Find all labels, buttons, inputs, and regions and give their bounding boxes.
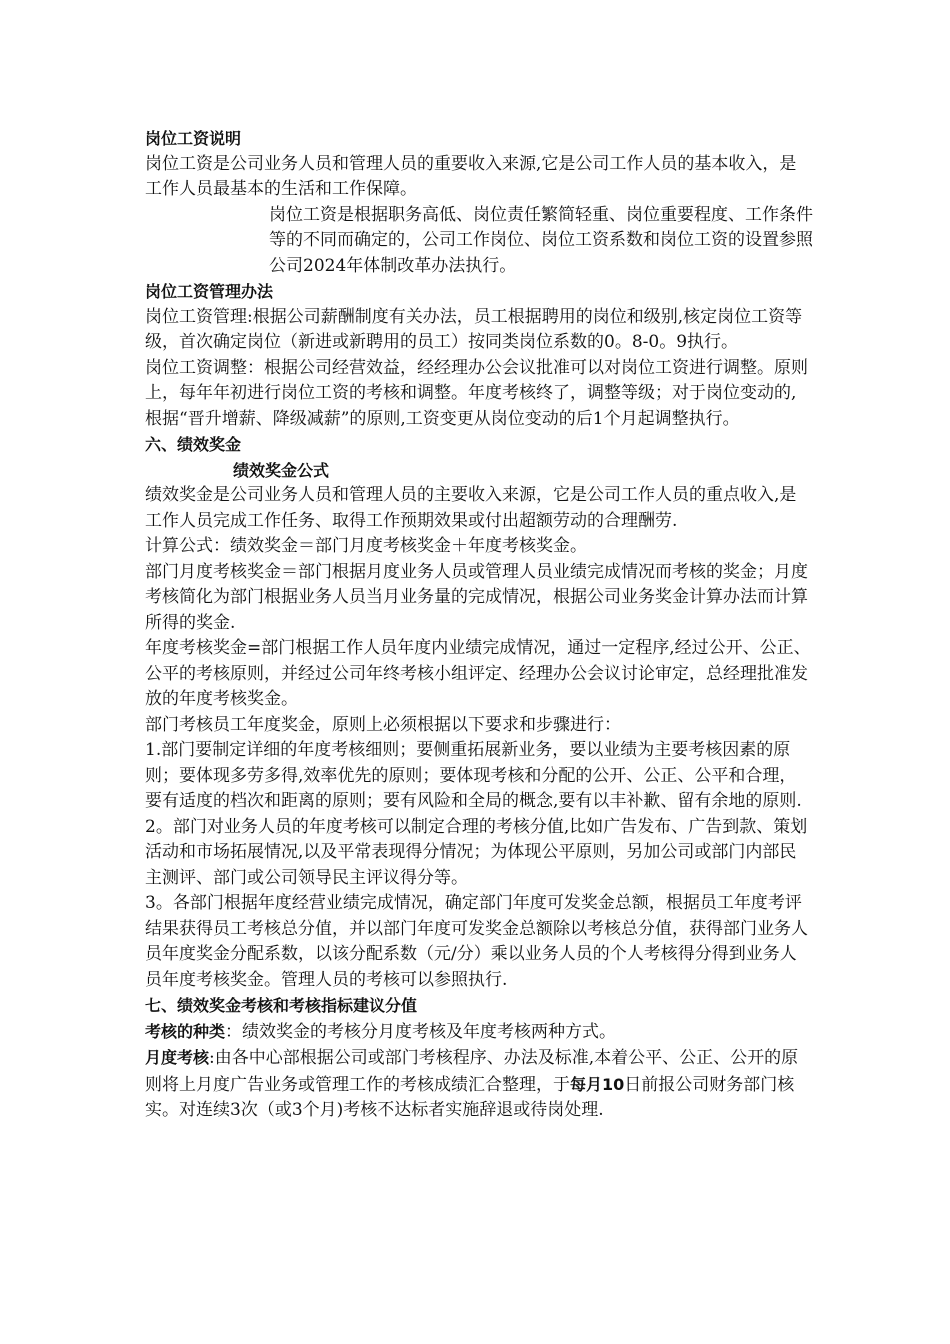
- inline-bold: 每月10: [570, 1074, 625, 1094]
- inline-label: 考核的种类: [145, 1021, 226, 1041]
- inline-label: 月度考核: [145, 1048, 210, 1067]
- document-body: [145, 126, 813, 1124]
- list-item: 2。部门对业务人员的年度考核可以制定合理的考核分值,比如广告发布、广告到款、策划活动和市场拓展情况,以及平常表现得分情况；为体现公平原则，另加公司或部门内部民主测评、部门或公司领导民主评议得分等。: [145, 816, 808, 888]
- inline-text: 日前报公司财务部门核实。对连续3次（或3个月)考核不达标者实施辞退或待岗处理.: [145, 1074, 795, 1120]
- paragraph: 部门考核员工年度奖金，原则上必须根据以下要求和步骤进行：: [145, 714, 621, 735]
- paragraph: [145, 1019, 813, 1046]
- paragraph: 绩效奖金是公司业务人员和管理人员的主要收入来源，它是公司工作人员的重点收入,是工作人员完成工作任务、取得工作预期效果或付出超额劳动的合理酬劳.: [145, 485, 797, 531]
- paragraph: 部门月度考核奖金＝部门根据月度业务人员或管理人员业绩完成情况而考核的奖金；月度考核简化为部门根据业务人员当月业务量的完成情况，根据公司业务奖金计算办法而计算所得的奖金.: [145, 561, 808, 633]
- heading-bonus-formula: 绩效奖金公式: [233, 460, 330, 480]
- paragraph: 岗位工资调整：根据公司经营效益，经经理办公会议批准可以对岗位工资进行调整。原则上，每年年初进行岗位工资的考核和调整。年度考核终了，调整等级；对于岗位变动的,根据“晋升增薪、降级减薪”的原则,工资变更从岗位变动的后1个月起调整执行。: [145, 357, 808, 429]
- heading-section-six: 六、绩效奖金: [145, 435, 242, 454]
- inline-text: ：绩效奖金的考核分月度考核及年度考核两种方式。: [225, 1021, 617, 1042]
- paragraph: 计算公式：绩效奖金＝部门月度考核奖金＋年度考核奖金。: [145, 536, 587, 556]
- paragraph: 岗位工资管理:根据公司薪酬制度有关办法，员工根据聘用的岗位和级别,核定岗位工资等级，首次确定岗位（新进或新聘用的员工）按同类岗位系数的0。8-0。9执行。: [145, 306, 803, 352]
- paragraph: 岗位工资是根据职务高低、岗位责任繁简轻重、岗位重要程度、工作条件等的不同而确定的，公司工作岗位、岗位工资系数和岗位工资的设置参照公司2024年体制改革办法执行。: [269, 204, 813, 276]
- paragraph: [145, 1045, 813, 1124]
- paragraph: 年度考核奖金=部门根据工作人员年度内业绩完成情况，通过一定程序,经过公开、公正、公平的考核原则，并经过公司年终考核小组评定、经理办公会议讨论审定，总经理批准发放的年度考核奖金。: [145, 638, 811, 709]
- heading-section-seven: 七、绩效奖金考核和考核指标建议分值: [145, 996, 418, 1015]
- paragraph: 岗位工资是公司业务人员和管理人员的重要收入来源,它是公司工作人员的基本收入，是工作人员最基本的生活和工作保障。: [145, 153, 797, 199]
- heading-post-salary-description: 岗位工资说明: [145, 129, 242, 148]
- list-item: 3。各部门根据年度经营业绩完成情况，确定部门年度可发奖金总额，根据员工年度考评结果获得员工考核总分值，并以部门年度可发奖金总额除以考核总分值，获得部门业务人员年度奖金分配系数，以该分配系数（元/分）乘以业务人员的个人考核得分得到业务人员年度考核奖金。管理人员的考核可以参照执行.: [145, 893, 808, 990]
- list-item: 1.部门要制定详细的年度考核细则；要侧重拓展新业务，要以业绩为主要考核因素的原则；要体现多劳多得,效率优先的原则；要体现考核和分配的公开、公正、公平和合理，要有适度的档次和距离的原则；要有风险和全局的概念,要有以丰补歉、留有余地的原则.: [145, 740, 802, 811]
- heading-post-salary-management: 岗位工资管理办法: [145, 282, 274, 301]
- inline-text: :由各中心部根据公司或部门考核程序、办法及标准,本着公平、公正、公开的原则将上月度广告业务或管理工作的考核成绩汇合整理，于: [145, 1048, 799, 1095]
